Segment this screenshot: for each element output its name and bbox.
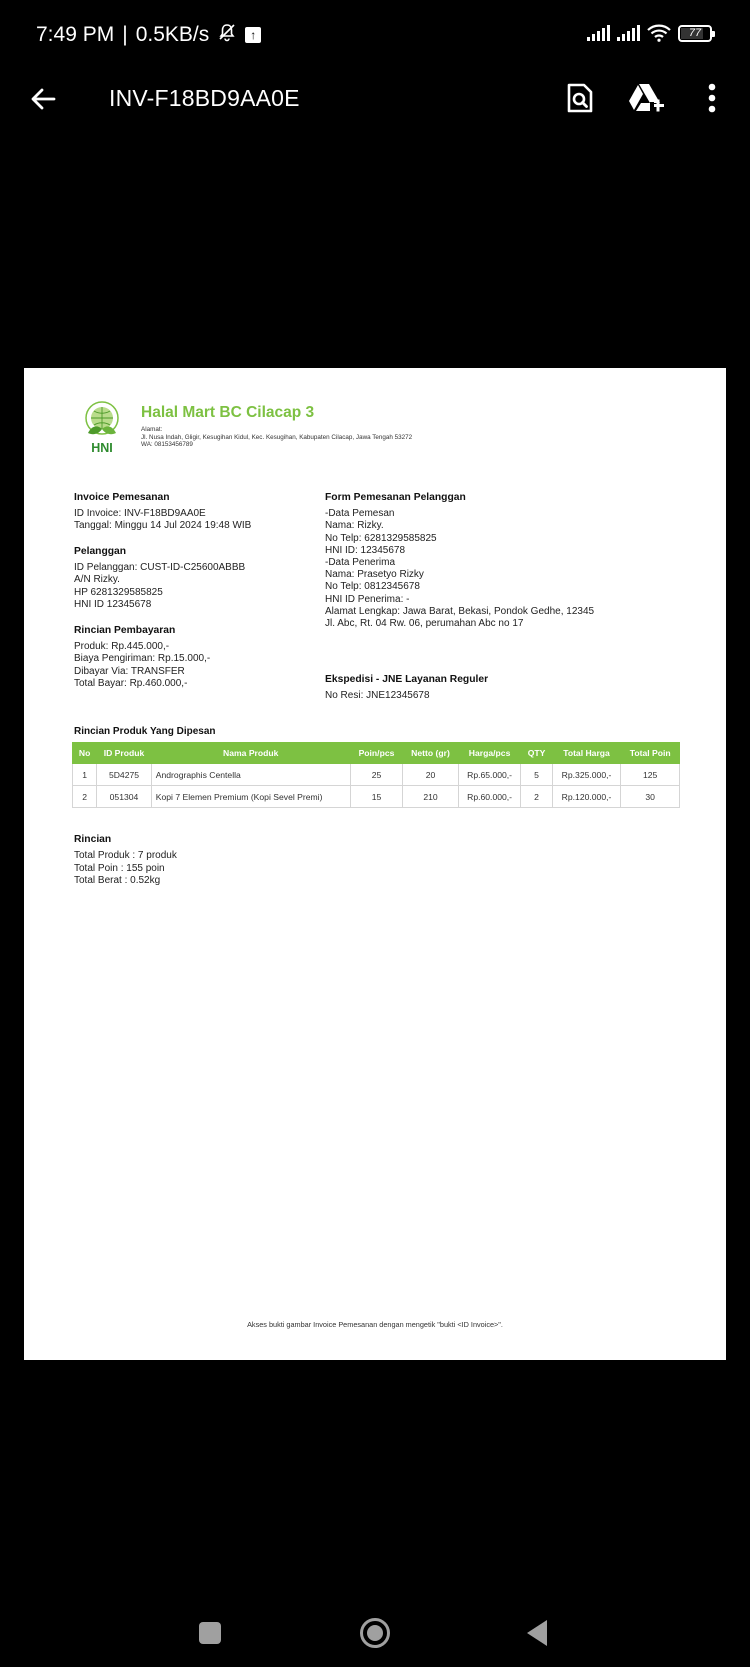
- order-form-line: No Telp: 6281329585825: [325, 532, 437, 544]
- system-nav-bar: [0, 1595, 750, 1667]
- payment-line: Biaya Pengiriman: Rp.15.000,-: [74, 653, 211, 665]
- system-back-button[interactable]: [527, 1620, 547, 1646]
- order-form-line: Alamat Lengkap: Jawa Barat, Bekasi, Pondok Gedhe, 12345: [325, 605, 595, 617]
- cell-total-points: 30: [621, 786, 680, 808]
- whatsapp-number: WA: 08153456789: [141, 441, 193, 449]
- status-separator: |: [122, 22, 128, 46]
- brand-header: [80, 401, 412, 455]
- upload-notification-icon: ↑: [245, 27, 261, 43]
- cell-qty: 2: [521, 786, 552, 808]
- hni-logo-icon: [80, 401, 124, 455]
- status-left: [36, 22, 261, 47]
- summary-line: Total Berat : 0.52kg: [74, 874, 161, 886]
- mute-icon: [217, 22, 237, 47]
- home-button[interactable]: [360, 1618, 390, 1648]
- app-bar: [0, 70, 750, 132]
- customer-line: HP 6281329585825: [74, 586, 163, 598]
- customer-line: A/N Rizky.: [74, 574, 120, 586]
- svg-text:HNI: HNI: [91, 441, 113, 455]
- invoice-date: Tanggal: Minggu 14 Jul 2024 19:48 WIB: [74, 520, 252, 532]
- customer-heading: Pelanggan: [74, 546, 127, 557]
- order-form: [325, 492, 594, 630]
- customer-info: [74, 546, 245, 611]
- column-header: Total Poin: [621, 743, 680, 764]
- document-search-icon: [566, 82, 594, 114]
- column-header: Total Harga: [552, 743, 621, 764]
- summary-heading: Rincian: [74, 834, 112, 845]
- products-table: [72, 742, 680, 808]
- search-document-button[interactable]: [560, 78, 600, 118]
- wifi-icon: [647, 24, 671, 42]
- order-form-line: Jl. Abc, Rt. 04 Rw. 06, perumahan Abc no 17: [325, 618, 524, 630]
- invoice-id: ID Invoice: INV-F18BD9AA0E: [74, 508, 206, 520]
- payment-line: Total Bayar: Rp.460.000,-: [74, 677, 188, 689]
- customer-line: ID Pelanggan: CUST-ID-C25600ABBB: [74, 562, 246, 574]
- tracking-number: No Resi: JNE12345678: [325, 690, 430, 702]
- order-form-line: No Telp: 0812345678: [325, 581, 420, 593]
- app-actions: [560, 78, 732, 118]
- cell-no: 2: [73, 786, 97, 808]
- cell-total-points: 125: [621, 764, 680, 786]
- cell-qty: 5: [521, 764, 552, 786]
- table-row: [73, 786, 680, 808]
- order-summary: [74, 834, 177, 887]
- products-table-title: Rincian Produk Yang Dipesan: [74, 726, 216, 737]
- battery-level: 77: [688, 26, 702, 39]
- order-form-heading: Form Pemesanan Pelanggan: [325, 492, 466, 503]
- cell-product-name: Kopi 7 Elemen Premium (Kopi Sevel Premi): [151, 786, 350, 808]
- cell-product-id: 051304: [97, 786, 152, 808]
- payment-line: Produk: Rp.445.000,-: [74, 641, 170, 653]
- cell-price: Rp.65.000,-: [458, 764, 521, 786]
- cell-total-price: Rp.325.000,-: [552, 764, 621, 786]
- status-bar: [0, 0, 750, 70]
- table-header-row: [73, 743, 680, 764]
- payment-line: Dibayar Via: TRANSFER: [74, 665, 185, 677]
- network-speed: 0.5KB/s: [135, 22, 210, 46]
- payment-heading: Rincian Pembayaran: [74, 625, 176, 636]
- cell-product-id: 5D4275: [97, 764, 152, 786]
- customer-line: HNI ID 12345678: [74, 598, 152, 610]
- order-form-line: HNI ID: 12345678: [325, 544, 406, 556]
- store-name: Halal Mart BC Cilacap 3: [141, 404, 315, 421]
- cell-points-per-pcs: 25: [350, 764, 403, 786]
- payment-info: [74, 625, 210, 690]
- column-header: No: [73, 743, 97, 764]
- column-header: Netto (gr): [403, 743, 459, 764]
- cell-price: Rp.60.000,-: [458, 786, 521, 808]
- cell-no: 1: [73, 764, 97, 786]
- back-button[interactable]: [26, 82, 60, 116]
- signal-2-icon: [617, 25, 640, 41]
- footer-note: Akses bukti gambar Invoice Pemesanan dengan mengetik "bukti <ID Invoice>".: [247, 1320, 503, 1329]
- column-header: Poin/pcs: [350, 743, 403, 764]
- drive-add-icon: [628, 82, 664, 114]
- summary-line: Total Produk : 7 produk: [74, 850, 177, 862]
- summary-line: Total Poin : 155 poin: [74, 862, 165, 874]
- column-header: QTY: [521, 743, 552, 764]
- order-form-line: -Data Pemesan: [325, 508, 395, 520]
- invoice-heading: Invoice Pemesanan: [74, 492, 170, 503]
- order-form-line: Nama: Rizky.: [325, 520, 384, 532]
- table-row: [73, 764, 680, 786]
- address-text: Jl. Nusa Indah, Gligir, Kesugihan Kidul, Kec. Kesugihan, Kabupaten Cilacap, Jawa Tengah 53272: [141, 433, 413, 441]
- address-label: Alamat:: [141, 426, 163, 433]
- save-to-drive-button[interactable]: [626, 78, 666, 118]
- signal-1-icon: [587, 25, 610, 41]
- column-header: Nama Produk: [151, 743, 350, 764]
- shipping-info: [325, 674, 488, 702]
- more-vertical-icon: [707, 83, 717, 113]
- more-options-button[interactable]: [692, 78, 732, 118]
- document-title: INV-F18BD9AA0E: [109, 85, 300, 111]
- recent-apps-button[interactable]: [199, 1622, 221, 1644]
- battery-icon: [678, 25, 712, 42]
- arrow-left-icon: [29, 85, 57, 113]
- order-form-line: HNI ID Penerima: -: [325, 593, 410, 605]
- cell-points-per-pcs: 15: [350, 786, 403, 808]
- order-form-line: Nama: Prasetyo Rizky: [325, 569, 424, 581]
- invoice-info: [74, 492, 251, 533]
- cell-product-name: Andrographis Centella: [151, 764, 350, 786]
- order-form-line: -Data Penerima: [325, 557, 396, 569]
- store-address: [141, 426, 412, 449]
- invoice-document: [24, 368, 726, 1360]
- brand-text: [141, 404, 412, 455]
- status-right: [587, 24, 712, 42]
- cell-total-price: Rp.120.000,-: [552, 786, 621, 808]
- status-time: 7:49 PM: [36, 22, 115, 46]
- column-header: Harga/pcs: [458, 743, 521, 764]
- cell-netto: 210: [403, 786, 459, 808]
- column-header: ID Produk: [97, 743, 152, 764]
- shipping-heading: Ekspedisi - JNE Layanan Reguler: [325, 674, 489, 685]
- cell-netto: 20: [403, 764, 459, 786]
